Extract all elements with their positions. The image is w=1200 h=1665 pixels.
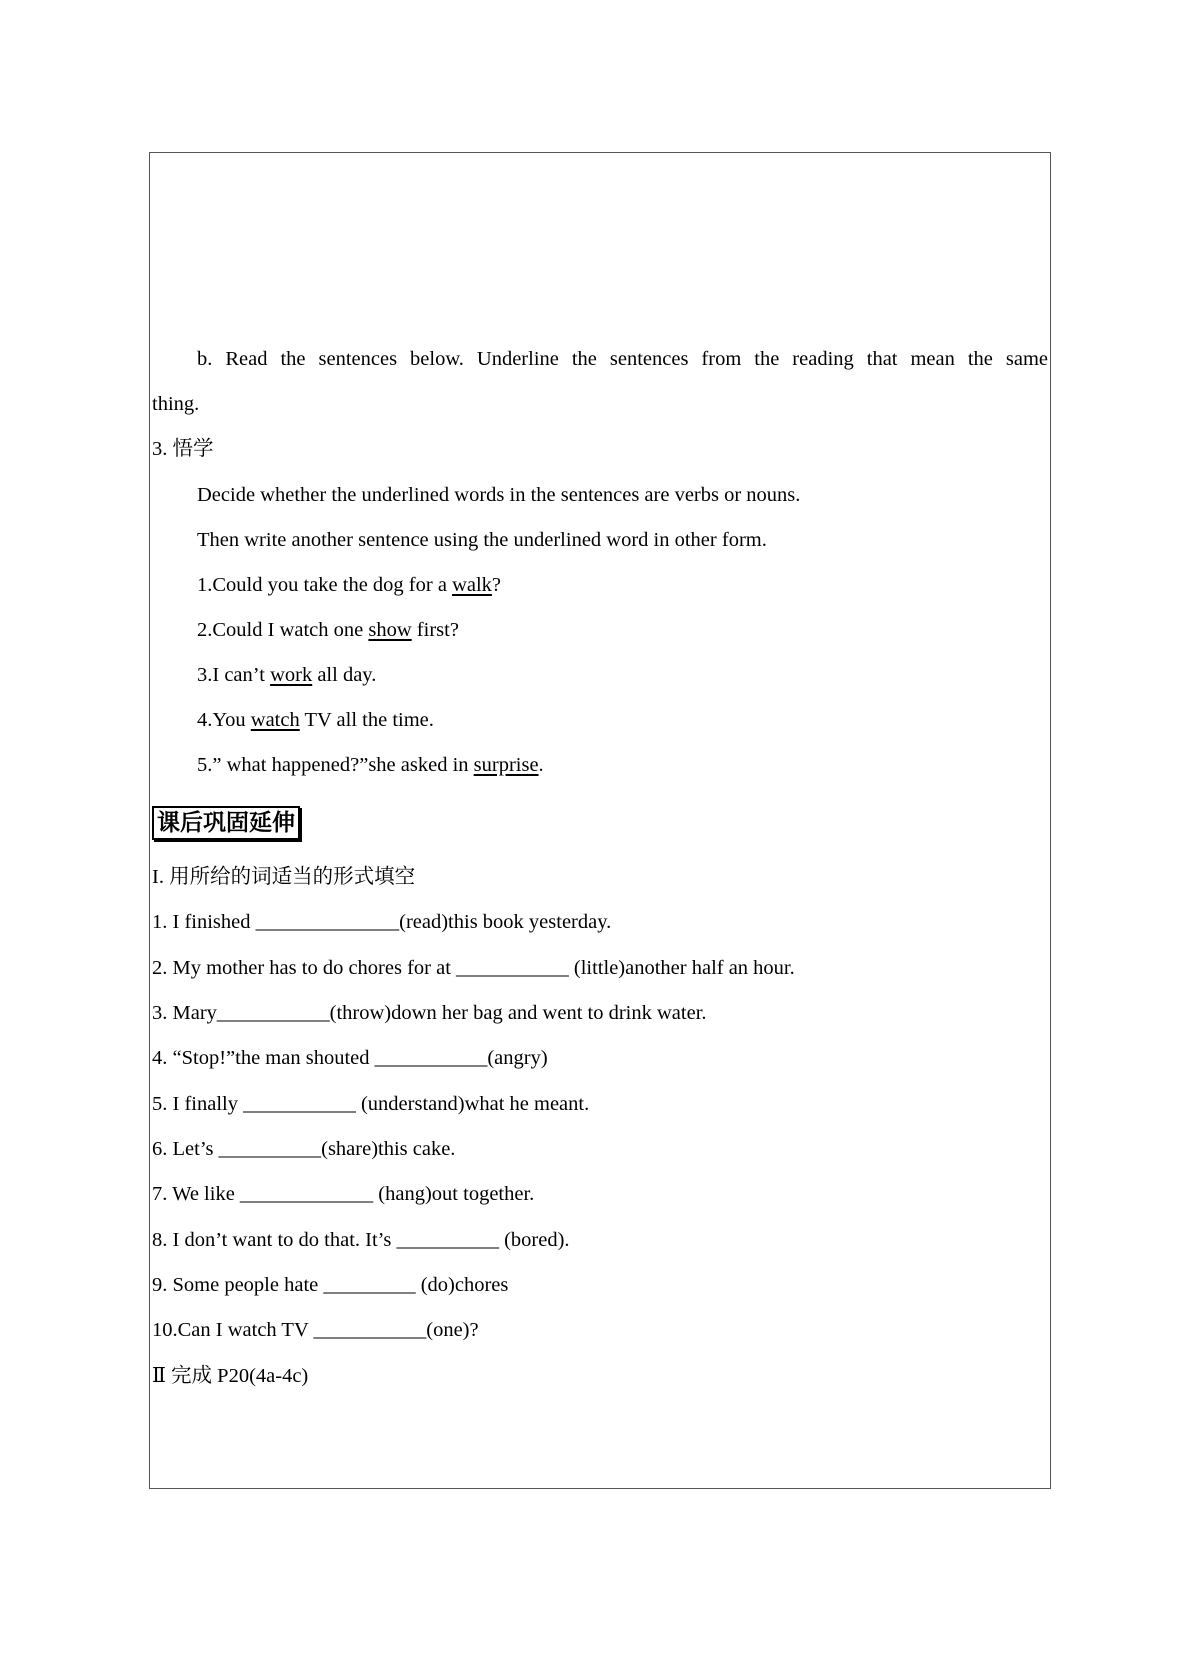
sentence-text: ? [491,574,502,596]
exercise-item-2: 2. My mother has to do chores for at ___________ (little)another half an hour. [152,957,795,979]
decide-instruction: Decide whether the underlined words in the sentences are verbs or nouns. [197,484,801,506]
underlined-word: show [368,619,412,641]
exercise-item-1: 1. I finished ______________(read)this book yesterday. [152,911,612,933]
exercise-item-9: 9. Some people hate _________ (do)chores [152,1274,509,1296]
underlined-word: work [270,664,313,686]
exercise-item-4: 4. “Stop!”the man shouted ___________(angry) [152,1047,548,1069]
sentence-text: first? [411,619,459,641]
underlined-word: surprise [473,754,539,776]
sentence-text: 3.I can’t [197,664,271,686]
exercise-item-8: 8. I don’t want to do that. It’s __________ (bored). [152,1229,570,1251]
sentence-text: TV all the time. [299,709,434,731]
step-3-heading: 3. 悟学 [152,438,214,460]
instruction-b-line1: b. Read the sentences below. Underline the sentences from the reading that mean the same [197,348,1048,370]
sentence-4 [197,706,1048,734]
exercise-item-5: 5. I finally ___________ (understand)what he meant. [152,1093,590,1115]
underlined-word: walk [452,574,492,596]
sentence-text: 4.You [197,709,251,731]
sentence-5 [197,751,1048,779]
exercise-item-10: 10.Can I watch TV ___________(one)? [152,1319,479,1341]
exercise-item-3: 3. Mary___________(throw)down her bag and went to drink water. [152,1002,707,1024]
instruction-b-line2: thing. [152,393,200,415]
then-instruction: Then write another sentence using the underlined word in other form. [197,529,767,551]
sentence-text: 5.” what happened?”she asked in [197,754,474,776]
exercise-item-6: 6. Let’s __________(share)this cake. [152,1138,456,1160]
sentence-text: . [538,754,544,776]
exercise-item-7: 7. We like _____________ (hang)out together. [152,1183,535,1205]
sentence-1 [197,571,1048,599]
sentence-text: 2.Could I watch one [197,619,369,641]
part-1-heading: I. 用所给的词适当的形式填空 [152,866,416,888]
sentence-2 [197,616,1048,644]
homework-section-title: 课后巩固延伸 [152,806,300,840]
part-2-heading: Ⅱ 完成 P20(4a-4c) [152,1365,309,1387]
sentence-3 [197,661,1048,689]
sentence-text: all day. [312,664,377,686]
underlined-word: watch [250,709,300,731]
sentence-text: 1.Could you take the dog for a [197,574,453,596]
